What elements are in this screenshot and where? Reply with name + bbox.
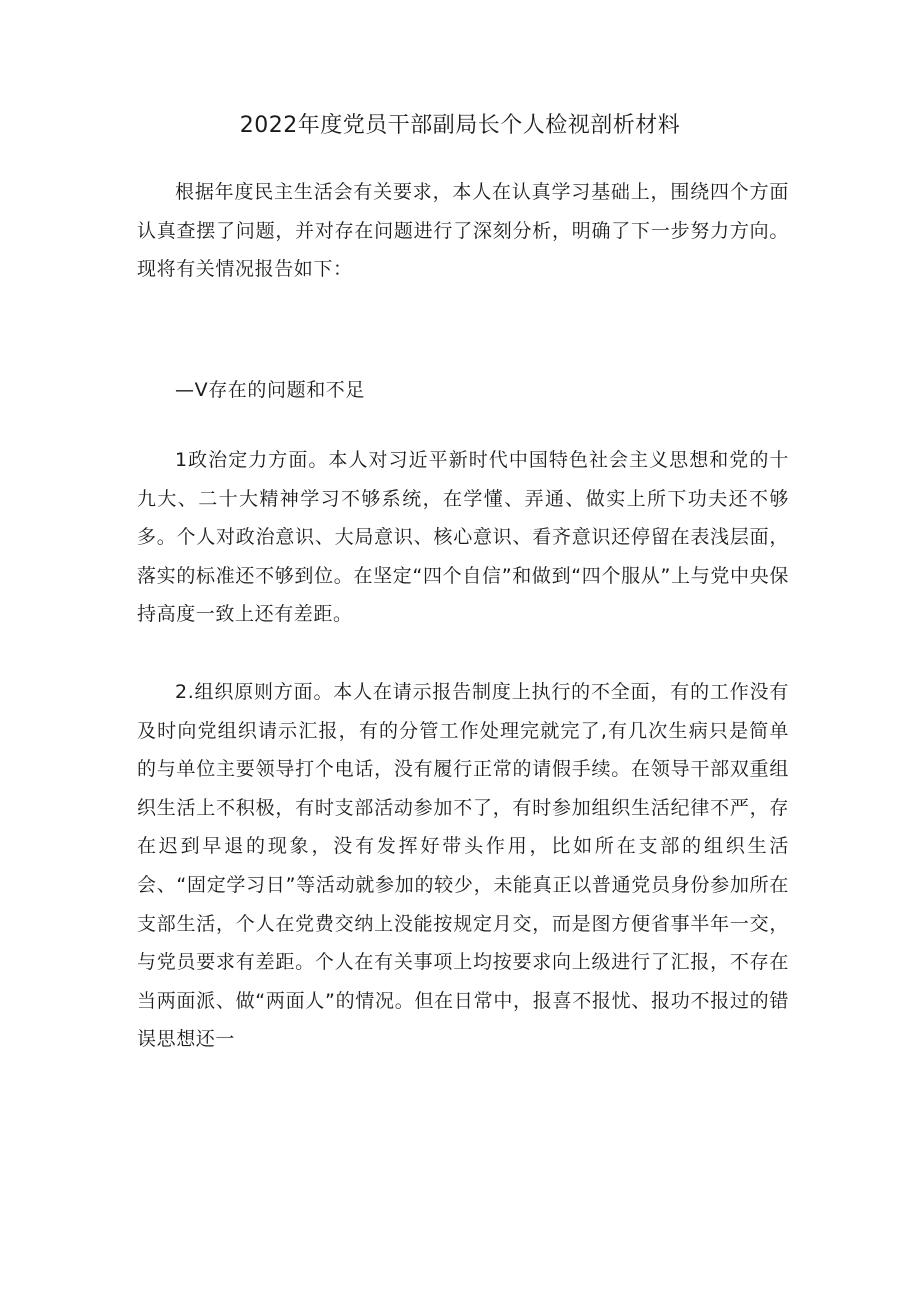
- document-title: 2022年度党员干部副局长个人检视剖析材料: [239, 113, 681, 138]
- item-political-stance: 1政治定力方面。本人对习近平新时代中国特色社会主义思想和党的十九大、二十大精神学习不够系统，在学懂、弄通、做实上所下功夫还不够多。个人对政治意识、大局意识、核心意识、看齐意识还停留在表浅层面，落实的标准还不够到位。在坚定“四个自信”和做到“四个服从”上与党中央保持高度一致上还有差距。: [137, 449, 789, 626]
- intro-paragraph: 根据年度民主生活会有关要求，本人在认真学习基础上，围绕四个方面认真查摆了问题，并对存在问题进行了深刻分析，明确了下一步努力方向。现将有关情况报告如下：: [137, 181, 789, 281]
- item-organizational-principles: 2.组织原则方面。本人在请示报告制度上执行的不全面，有的工作没有及时向党组织请示汇报，有的分管工作处理完就完了,有几次生病只是简单的与单位主要领导打个电话，没有履行正常的请假手续。在领导干部双重组织生活上不积极，有时支部活动参加不了，有时参加组织生活纪律不严，存在迟到早退的现象，没有发挥好带头作用，比如所在支部的组织生活会、“固定学习日”等活动就参加的较少，未能真正以普通党员身份参加所在支部生活，个人在党费交纳上没能按规定月交，而是图方便省事半年一交，与党员要求有差距。个人在有关事项上均按要求向上级进行了汇报，不存在当两面派、做“两面人”的情况。但在日常中，报喜不报忧、报功不报过的错误思想还一: [137, 681, 789, 1051]
- section-heading-problems: —V存在的问题和不足: [175, 379, 365, 401]
